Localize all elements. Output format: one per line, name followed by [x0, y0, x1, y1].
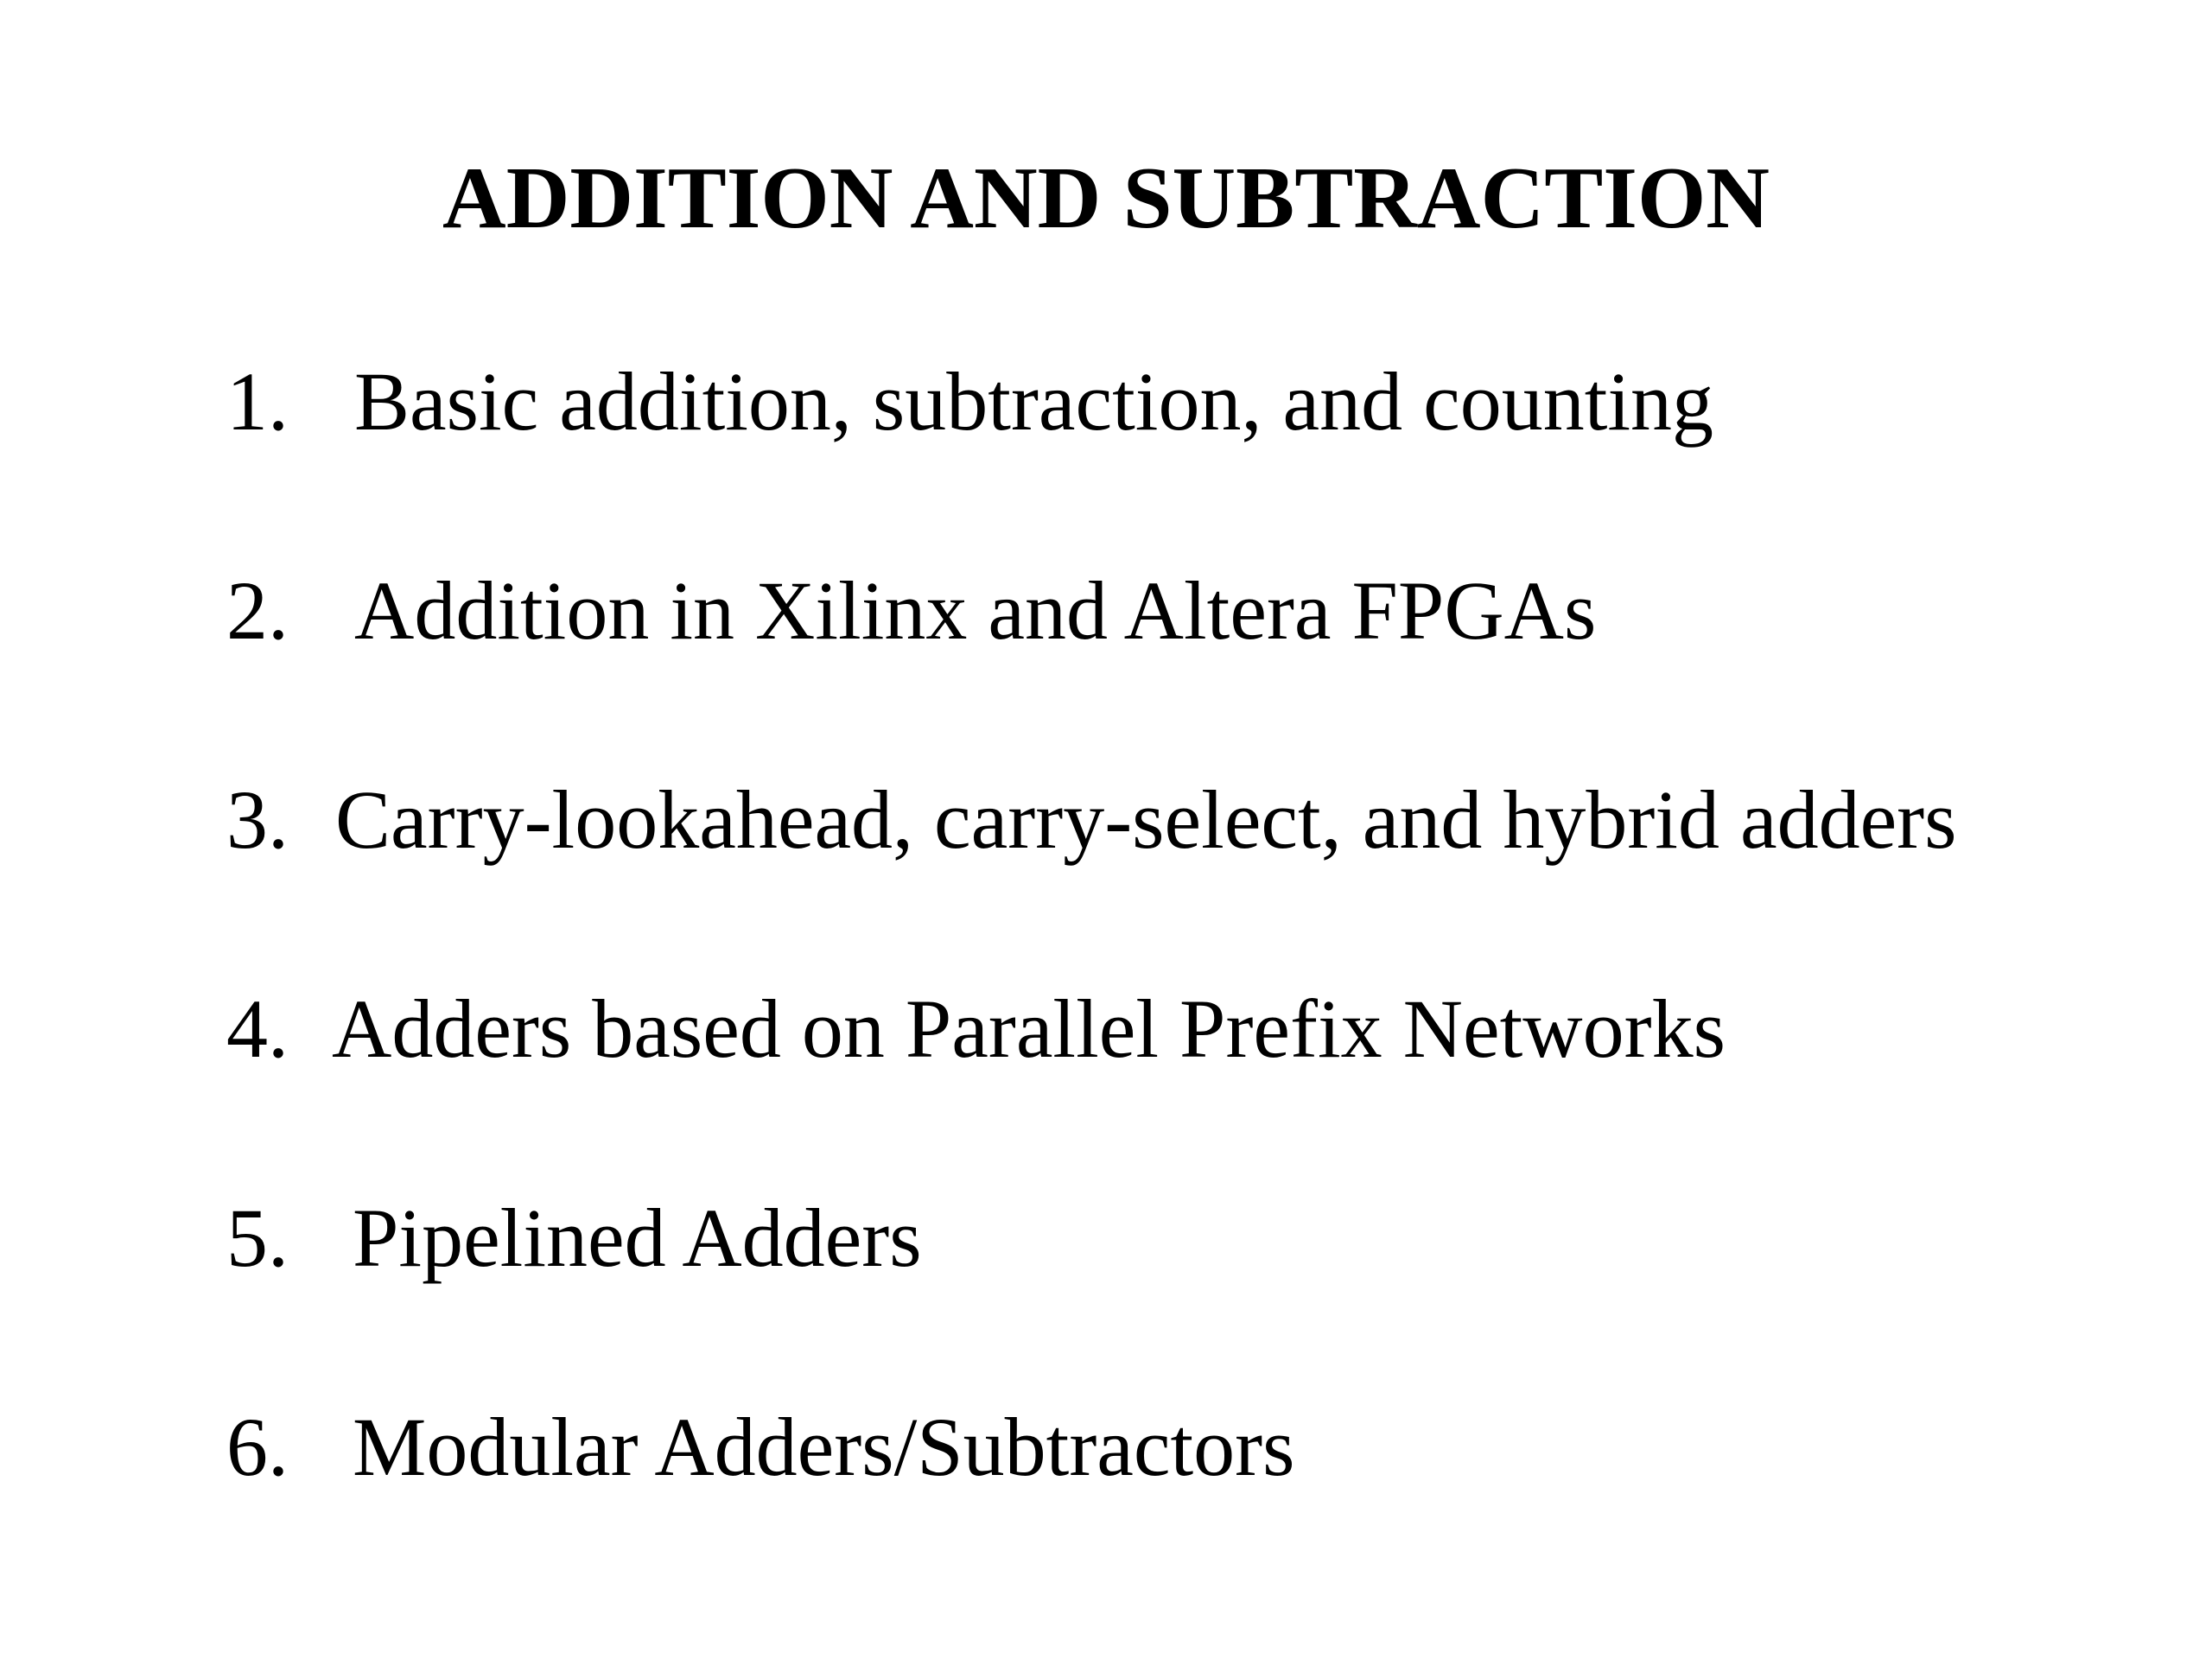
topic-number: 5. [226, 1192, 289, 1284]
topic-text: Adders based on Parallel Prefix Networks [332, 982, 1726, 1075]
topic-text: Pipelined Adders [353, 1192, 922, 1284]
slide-title: ADDITION AND SUBTRACTION [442, 149, 1770, 247]
topic-number: 1. [226, 355, 289, 448]
topic-number: 2. [226, 564, 289, 657]
topic-text: Modular Adders/Subtractors [353, 1401, 1295, 1493]
topic-number: 3. [226, 773, 289, 866]
topic-number: 6. [226, 1401, 289, 1493]
topic-text: Addition in Xilinx and Altera FPGAs [354, 564, 1597, 657]
topic-text: Carry-lookahead, carry-select, and hybrid adders [335, 773, 1957, 866]
topic-text: Basic addition, subtraction, and counting [354, 355, 1714, 448]
topic-number: 4. [226, 982, 289, 1075]
